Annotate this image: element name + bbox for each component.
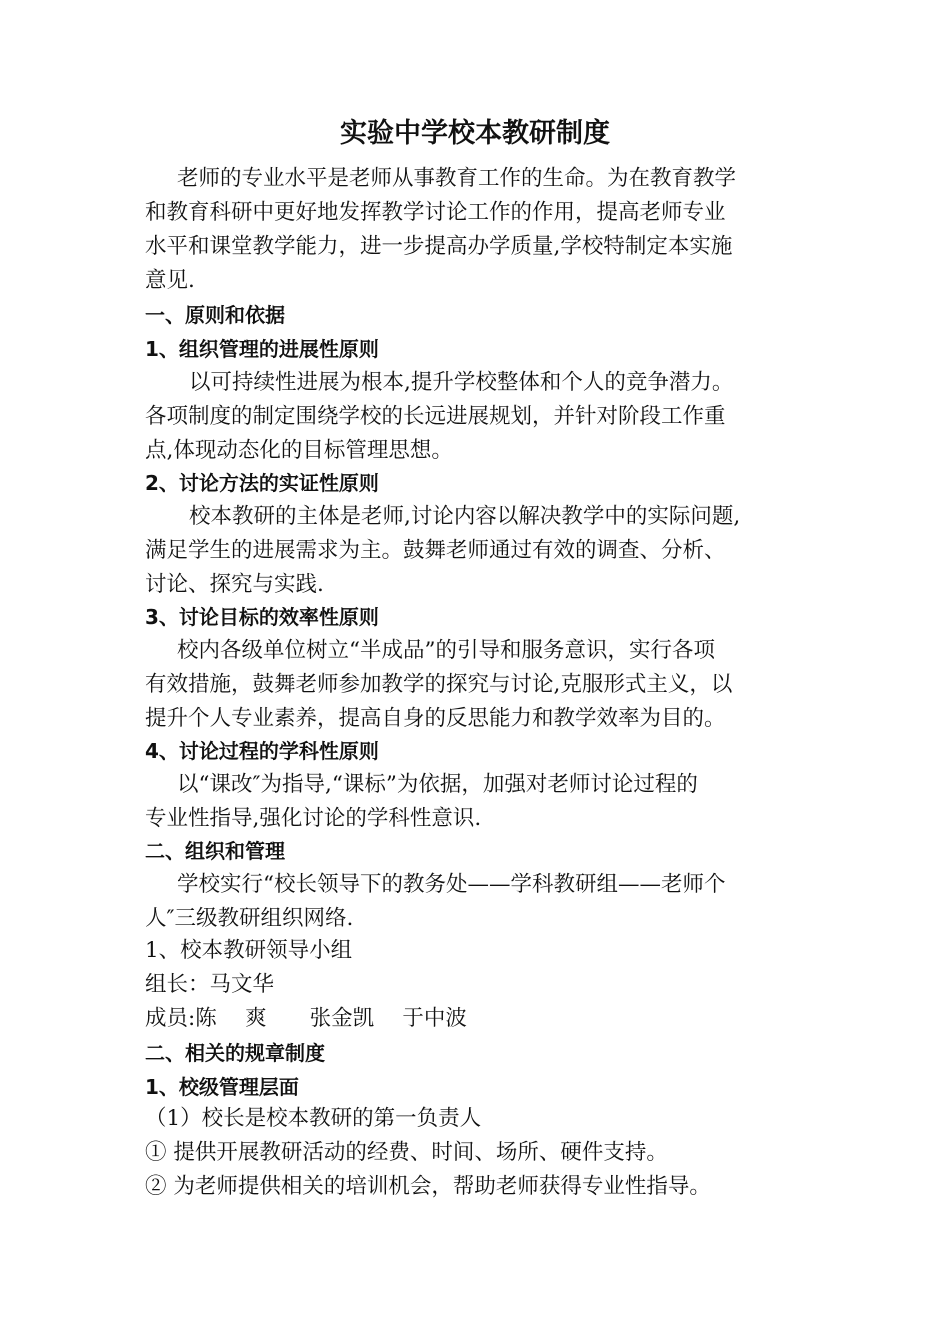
subsection-heading: 1、校级管理层面	[145, 1075, 299, 1099]
paragraph-line: 专业性指导,强化讨论的学科性意识.	[145, 806, 482, 831]
paragraph-line: 学校实行“校长领导下的教务处——学科教研组——老师个	[177, 872, 726, 897]
paragraph-line: ① 提供开展教研活动的经费、时间、场所、硬件支持。	[145, 1140, 668, 1165]
paragraph-line: 组长：马文华	[145, 972, 275, 997]
paragraph-line: 以可持续性进展为根本,提升学校整体和个人的竞争潜力。	[189, 370, 734, 395]
section-heading: 一、原则和依据	[145, 303, 285, 327]
section-heading: 二、组织和管理	[145, 839, 285, 863]
subsection-heading: 3、讨论目标的效率性原则	[145, 605, 379, 629]
paragraph-line: （1）校长是校本教研的第一负责人	[145, 1106, 482, 1131]
paragraph-line: 讨论、探究与实践.	[145, 572, 324, 597]
paragraph-line: 以“课改″为指导,“课标”为依据，加强对老师讨论过程的	[177, 772, 698, 797]
intro-line-4: 意见.	[145, 268, 195, 293]
intro-line-1: 老师的专业水平是老师从事教育工作的生命。为在教育教学	[177, 166, 737, 191]
subsection-heading: 4、讨论过程的学科性原则	[145, 739, 379, 763]
intro-line-3: 水平和课堂教学能力，进一步提高办学质量,学校特制定本实施	[145, 234, 733, 259]
paragraph-line: 点,体现动态化的目标管理思想。	[145, 438, 453, 463]
subsection-heading: 1、组织管理的进展性原则	[145, 337, 379, 361]
paragraph-line: 各项制度的制定围绕学校的长远进展规划，并针对阶段工作重	[145, 404, 726, 429]
paragraph-line: 有效措施，鼓舞老师参加教学的探究与讨论,克服形式主义，以	[145, 672, 733, 697]
paragraph-line: 校本教研的主体是老师,讨论内容以解决教学中的实际问题,	[189, 504, 741, 529]
paragraph-line: 1、校本教研领导小组	[145, 938, 353, 963]
subsection-heading: 2、讨论方法的实证性原则	[145, 471, 379, 495]
paragraph-line: ② 为老师提供相关的培训机会，帮助老师获得专业性指导。	[145, 1174, 711, 1199]
section-heading: 二、相关的规章制度	[145, 1041, 325, 1065]
paragraph-line: 成员:陈 爽 张金凯 于中波	[145, 1006, 467, 1031]
paragraph-line: 满足学生的进展需求为主。鼓舞老师通过有效的调查、分析、	[145, 538, 726, 563]
paragraph-line: 人″三级教研组织网络.	[145, 906, 354, 931]
document-title: 实验中学校本教研制度	[340, 118, 610, 149]
intro-line-2: 和教育科研中更好地发挥教学讨论工作的作用，提高老师专业	[145, 200, 726, 225]
paragraph-line: 提升个人专业素养，提高自身的反思能力和教学效率为目的。	[145, 706, 726, 731]
paragraph-line: 校内各级单位树立“半成品”的引导和服务意识，实行各项	[177, 638, 715, 663]
